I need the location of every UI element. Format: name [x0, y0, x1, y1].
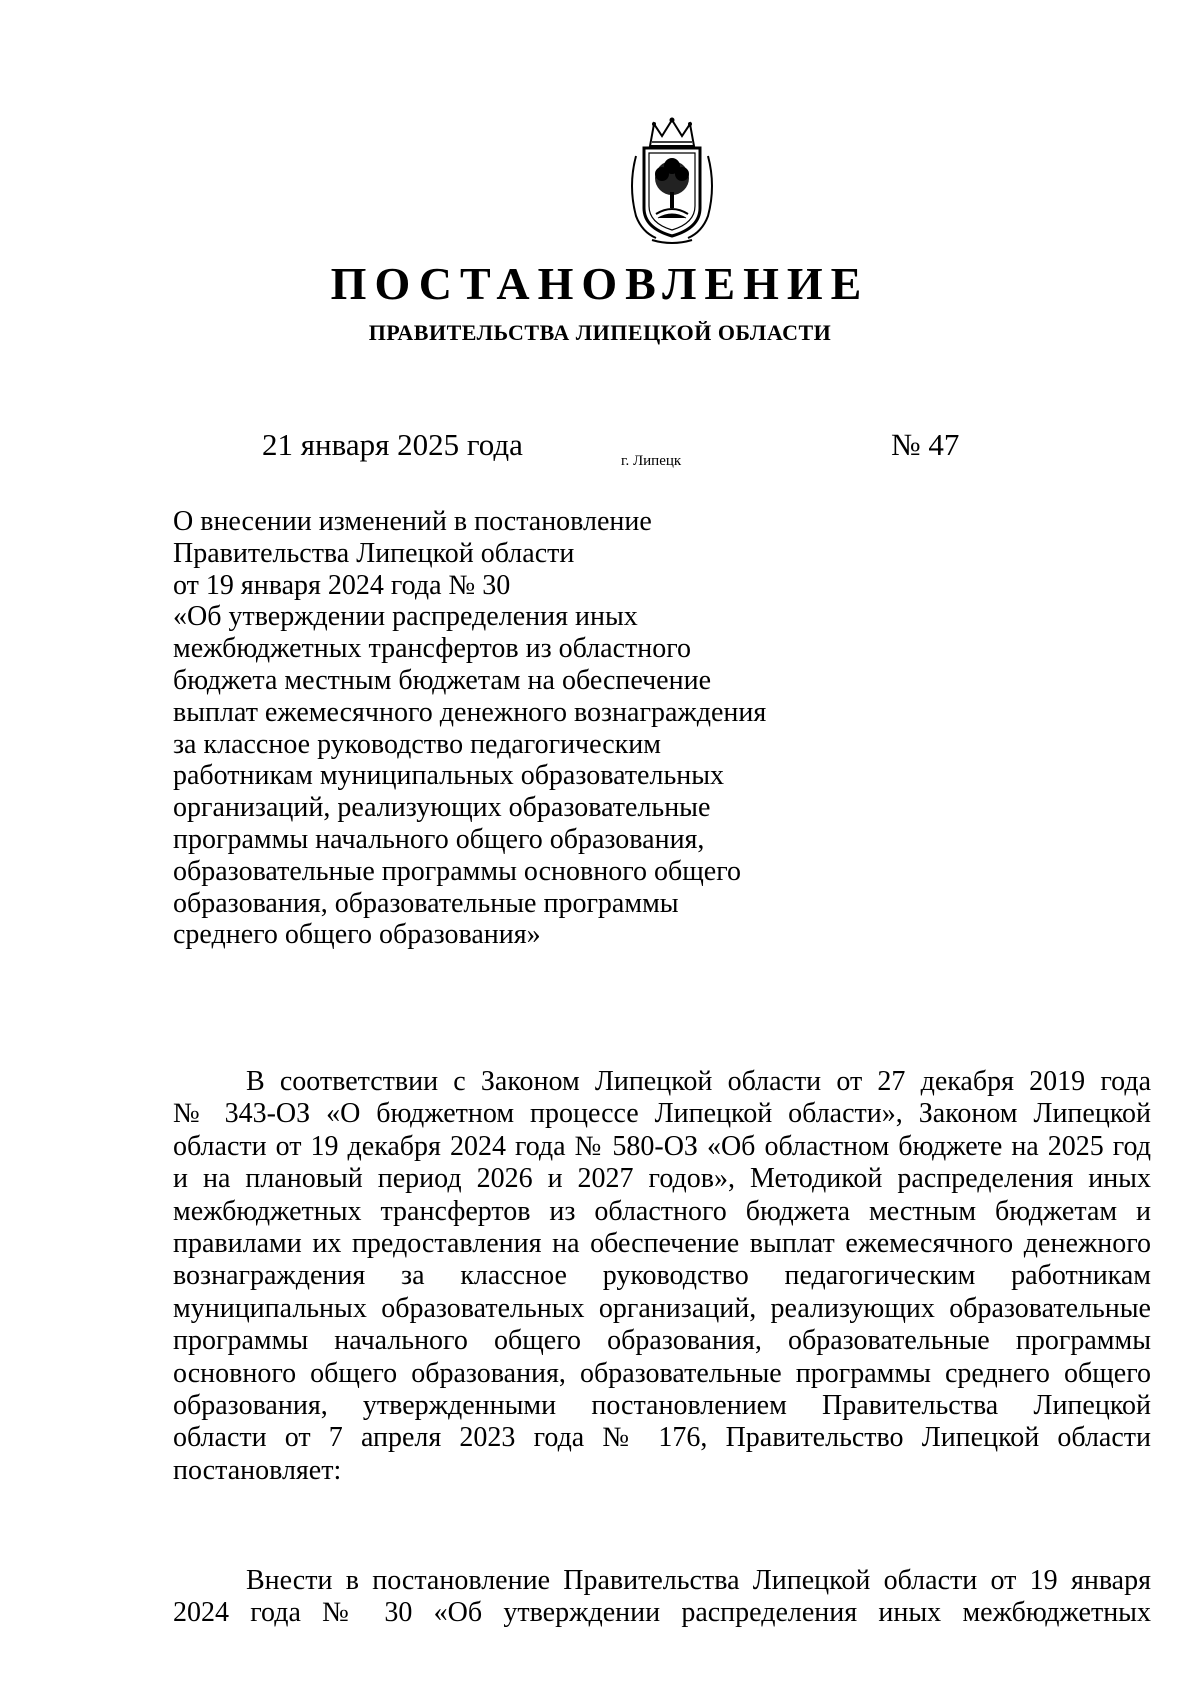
document-heading — [173, 506, 793, 951]
heading-line: выплат ежемесячного денежного вознаграждения — [173, 696, 767, 728]
document-date: 21 января 2025 года — [262, 427, 523, 462]
paragraph-line: образования, утвержденными постановлением Правительства Липецкой — [173, 1389, 1151, 1421]
heading-line: «Об утверждении распределения иных — [173, 601, 638, 633]
heading-line: межбюджетных трансфертов из областного — [173, 633, 692, 665]
heading-line: Правительства Липецкой области — [173, 537, 575, 569]
paragraph-line: области от 19 декабря 2024 года № 580-ОЗ «Об областном бюджете на 2025 год — [173, 1130, 1151, 1162]
heading-line: организаций, реализующих образовательные — [173, 792, 711, 824]
body-paragraph-1 — [173, 1066, 1151, 1487]
paragraph-line: межбюджетных трансфертов из областного бюджета местным бюджетам и — [173, 1195, 1151, 1227]
paragraph-line: основного общего образования, образовательные программы среднего общего — [173, 1357, 1151, 1389]
heading-line: работникам муниципальных образовательных — [173, 760, 725, 792]
heading-line: бюджета местным бюджетам на обеспечение — [173, 664, 712, 696]
heading-line: О внесении изменений в постановление — [173, 506, 652, 537]
document-city: г. Липецк — [621, 453, 682, 469]
paragraph-line: 2024 года № 30 «Об утверждении распределения иных межбюджетных — [173, 1597, 1151, 1629]
paragraph-line: Внести в постановление Правительства Липецкой области от 19 января — [246, 1565, 1151, 1596]
paragraph-line: вознаграждения за классное руководство педагогическим работникам — [173, 1260, 1151, 1292]
heading-line: программы начального общего образования, — [173, 823, 705, 855]
heading-line: за классное руководство педагогическим — [173, 728, 661, 760]
paragraph-line: постановляет: — [173, 1454, 342, 1486]
heading-line: от 19 января 2024 года № 30 — [173, 569, 511, 601]
heading-line: образования, образовательные программы — [173, 887, 679, 919]
paragraph-line: правилами их предоставления на обеспечение выплат ежемесячного денежного — [173, 1227, 1151, 1259]
coat-of-arms-emblem — [622, 116, 722, 246]
body-paragraph-2 — [173, 1565, 1151, 1630]
document-number: № 47 — [891, 427, 960, 462]
heading-line: образовательные программы основного общего — [173, 855, 742, 887]
heading-line: среднего общего образования» — [173, 919, 541, 951]
paragraph-line: № 343-ОЗ «О бюджетном процессе Липецкой области», Законом Липецкой — [173, 1098, 1151, 1130]
paragraph-line: муниципальных образовательных организаций, реализующих образовательные — [173, 1292, 1151, 1324]
paragraph-line: программы начального общего образования, образовательные программы — [173, 1325, 1151, 1357]
paragraph-line: и на плановый период 2026 и 2027 годов», Методикой распределения иных — [173, 1163, 1151, 1195]
document-title: ПОСТАНОВЛЕНИЕ — [330, 258, 870, 309]
paragraph-line: В соответствии с Законом Липецкой области от 27 декабря 2019 года — [246, 1066, 1151, 1097]
paragraph-line: области от 7 апреля 2023 года № 176, Правительство Липецкой области — [173, 1422, 1151, 1454]
document-subtitle: ПРАВИТЕЛЬСТВА ЛИПЕЦКОЙ ОБЛАСТИ — [368, 320, 832, 345]
